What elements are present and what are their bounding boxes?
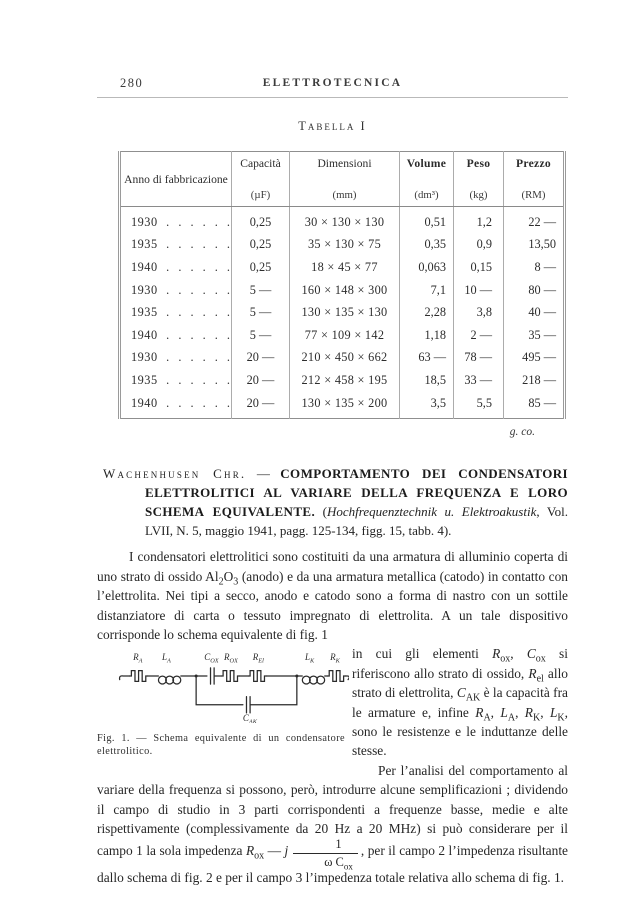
cell-peso: 0,15 (454, 256, 504, 279)
label-ra: $R_A$ (133, 652, 143, 665)
cell-peso: 3,8 (454, 301, 504, 324)
column-header-anno: Anno di fabbricazione (120, 152, 232, 207)
cell-volume: 0,063 (400, 256, 454, 279)
paragraph-2 (97, 761, 568, 888)
cell-capacita: 20 — (232, 347, 290, 370)
journal-title: ELETTROTECNICA (262, 77, 403, 89)
cell-peso: 78 — (454, 347, 504, 370)
cell-prezzo: 218 — (504, 369, 565, 392)
table-row (120, 347, 565, 370)
figure-text-wrap (97, 644, 568, 887)
fraction-numerator: 1 (335, 837, 342, 852)
table-row (120, 279, 565, 302)
paragraph-2-text-b: , per il campo 2 l’impedenza risultante dallo schema di fig. 2 e per il campo 3 l’impedenza totale relativa allo schema di fig. 1. (97, 843, 568, 886)
text-block (97, 76, 568, 888)
cell-capacita: 5 — (232, 301, 290, 324)
cell-volume: 3,5 (400, 392, 454, 419)
page-number: 280 (120, 76, 144, 90)
column-header-capacita: Capacità (µF) (232, 152, 290, 207)
label-cak: $C_{AK}$ (242, 713, 257, 724)
cell-capacita: 5 — (232, 279, 290, 302)
cell-prezzo: 85 — (504, 392, 565, 419)
cell-volume: 18,5 (400, 369, 454, 392)
label-rox: $R_{OX}$ (224, 652, 238, 665)
label-la: $L_A$ (161, 652, 171, 665)
wire-right (345, 676, 349, 680)
column-header-dimensioni: Dimensioni (mm) (290, 152, 400, 207)
cell-capacita: 0,25 (232, 256, 290, 279)
running-head (97, 76, 568, 98)
cell-volume: 0,51 (400, 207, 454, 234)
cell-dimensioni: 130 × 135 × 130 (290, 301, 400, 324)
cell-peso: 1,2 (454, 207, 504, 234)
resistor-rel (248, 671, 266, 682)
fraction-denominator: ω $C_{ox}$ (293, 853, 358, 869)
table-row (120, 256, 565, 279)
article-source-journal: Hochfrequenztechnik u. Elektroakustik (326, 504, 537, 520)
reviewer-initials: g. co. (509, 426, 535, 439)
label-lk: $L_K$ (304, 652, 315, 665)
cell-anno: 1940 . . . . . . (131, 259, 231, 274)
resistor-rox (221, 671, 239, 682)
label-cox: $C_{OX}$ (204, 652, 219, 665)
label-rk: $R_K$ (330, 652, 340, 665)
cell-dimensioni: 30 × 130 × 130 (290, 207, 400, 234)
column-header-prezzo: Prezzo (RM) (504, 152, 565, 207)
heading-separator: — (246, 466, 281, 482)
cell-anno: 1930 . . . . . . (131, 350, 231, 365)
table-row (120, 207, 565, 234)
table-row (120, 234, 565, 257)
table-row (120, 301, 565, 324)
cell-volume: 2,28 (400, 301, 454, 324)
cell-peso: 33 — (454, 369, 504, 392)
cell-anno: 1935 . . . . . . (131, 305, 231, 320)
table-row (120, 369, 565, 392)
paragraph-2-text-a: Per l’analisi del comportamento al variare della frequenza si possono, però, introdurre alcune semplificazioni ; dividendo il campo di studio in 3 parti corrispondenti a frequenze basse, medie e alte rispettivamente (complessivamente da 20 Hz a 20 MHz) si può considerare per il campo 1 la sola impedenza $R_{ox}$ — j (97, 762, 568, 862)
cell-dimensioni: 77 × 109 × 142 (290, 324, 400, 347)
cell-volume: 7,1 (400, 279, 454, 302)
cell-anno: 1940 . . . . . . (131, 395, 231, 410)
resistor-rk (327, 671, 345, 682)
cell-anno: 1940 . . . . . . (131, 327, 231, 342)
cell-prezzo: 80 — (504, 279, 565, 302)
cell-dimensioni: 35 × 130 × 75 (290, 234, 400, 257)
article-author: Wachenhusen Chr. (103, 466, 247, 482)
table-row (120, 392, 565, 419)
equivalent-circuit-diagram (117, 647, 349, 723)
figure-caption: Fig. 1. — Schema equivalente di un condensatore elettrolitico. (97, 733, 345, 758)
cell-prezzo: 495 — (504, 347, 565, 370)
cell-volume: 1,18 (400, 324, 454, 347)
cell-dimensioni: 212 × 458 × 195 (290, 369, 400, 392)
paragraph-1: I condensatori elettrolitici sono costituiti da una armatura di alluminio coperta di uno strato di ossido $Al_2O_3$ (anodo) e da una armatura metallica (catodo) in contatto con l’elettrolita. Nei tipi a secco, anodo e catodo sono a forma di nastro con un sottile distanziatore di carta o tessuto impregnato di elettrolita. A un tale dispositivo corrisponde lo schema equivalente di fig. 1 (97, 549, 568, 642)
source-open-paren: ( (315, 504, 327, 520)
cell-prezzo: 40 — (504, 301, 565, 324)
cell-volume: 0,35 (400, 234, 454, 257)
cell-capacita: 20 — (232, 369, 290, 392)
paragraph-1-continued: in cui gli elementi $R_{ox}$, $C_{ox}$ si riferiscono allo strato di ossido, $R_{el}$ allo strato di elettrolita, $C_{AK}$ è la capacità fra le armature e, infine $R_A$, $L_A$, $R_K$, $L_K$, sono le resistenze e le induttanze delle stesse. (352, 646, 568, 759)
table-caption: Tabella I (298, 119, 367, 133)
cell-anno: 1935 . . . . . . (131, 372, 231, 387)
cell-dimensioni: 160 × 148 × 300 (290, 279, 400, 302)
article-heading (97, 464, 568, 540)
cell-peso: 0,9 (454, 234, 504, 257)
column-header-peso: Peso (kg) (454, 152, 504, 207)
table-row (120, 324, 565, 347)
cell-prezzo: 22 — (504, 207, 565, 234)
cell-anno: 1930 . . . . . . (131, 282, 231, 297)
article-source-detail: , Vol. LVII, N. 5, maggio 1941, pagg. 125-134, figg. 15, tabb. 4). (145, 504, 568, 539)
cell-prezzo: 8 — (504, 256, 565, 279)
cell-capacita: 5 — (232, 324, 290, 347)
label-rel: $R_{El}$ (252, 652, 264, 665)
cell-anno: 1935 . . . . . . (131, 237, 231, 252)
figure-1 (97, 647, 352, 758)
capacitor-comparison-table (118, 151, 566, 419)
cell-capacita: 20 — (232, 392, 290, 419)
cell-peso: 2 — (454, 324, 504, 347)
cell-peso: 10 — (454, 279, 504, 302)
cell-dimensioni: 130 × 135 × 200 (290, 392, 400, 419)
cell-prezzo: 35 — (504, 324, 565, 347)
article-title: COMPORTAMENTO DEI CONDENSATORI ELETTROLITICI AL VARIARE DELLA FREQUENZA E LORO SCHEMA EQUIVALENTE. (145, 466, 568, 520)
cell-capacita: 0,25 (232, 207, 290, 234)
wire-left (120, 676, 130, 680)
cell-prezzo: 13,50 (504, 234, 565, 257)
cell-dimensioni: 18 × 45 × 77 (290, 256, 400, 279)
cell-capacita: 0,25 (232, 234, 290, 257)
cell-anno: 1930 . . . . . . (131, 214, 231, 229)
cell-dimensioni: 210 × 450 × 662 (290, 347, 400, 370)
cell-peso: 5,5 (454, 392, 504, 419)
column-header-volume: Volume (dm³) (400, 152, 454, 207)
table-header (120, 152, 565, 207)
table-body (120, 207, 565, 419)
cell-volume: 63 — (400, 347, 454, 370)
branch-wire (196, 676, 243, 705)
impedance-fraction (293, 837, 358, 872)
resistor-ra (130, 671, 148, 682)
